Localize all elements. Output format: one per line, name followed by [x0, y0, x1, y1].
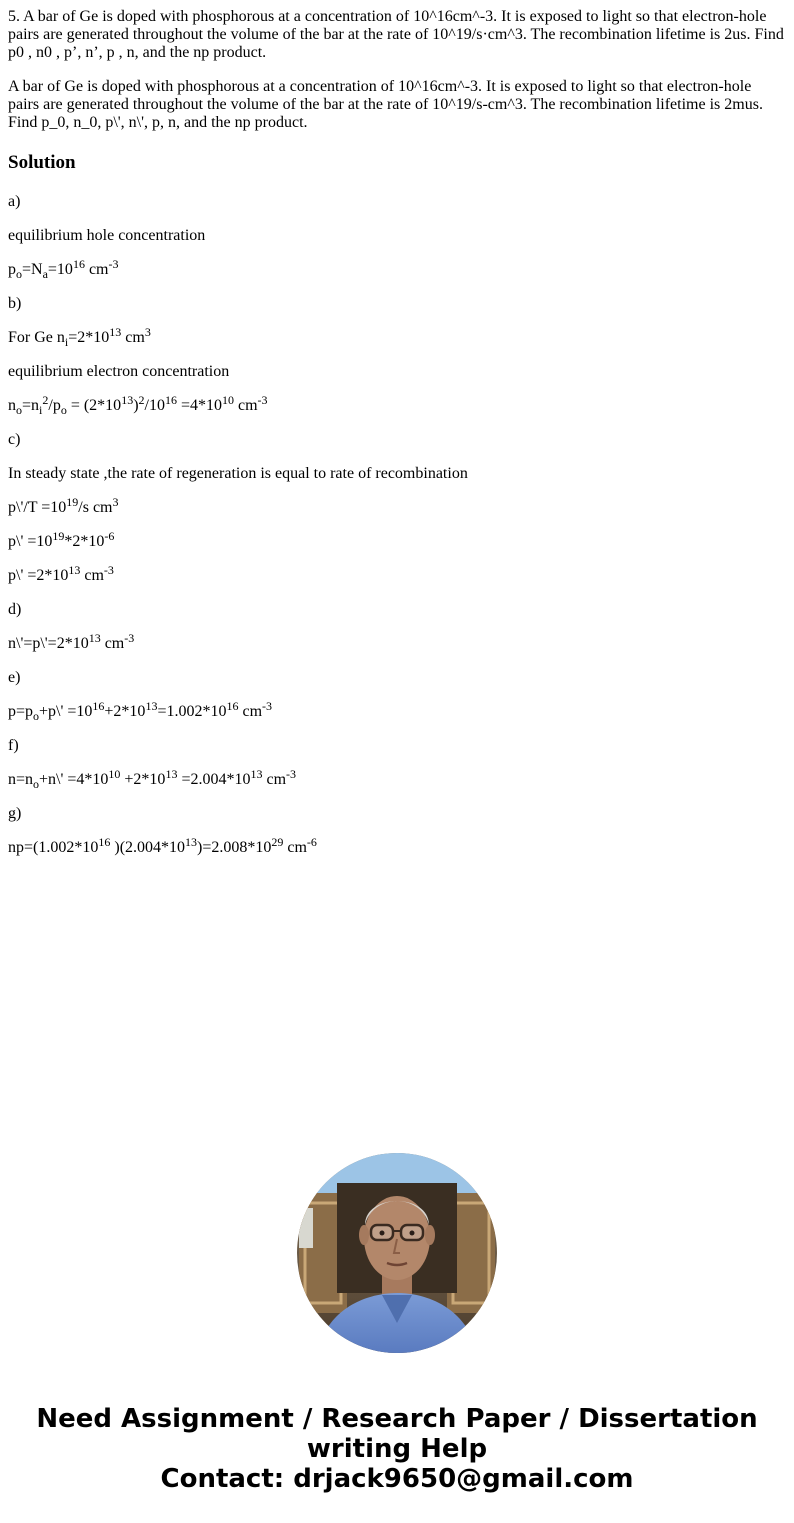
- part-c-equation-2: p\' $=10^{19}*2*10^{-6}$: [8, 529, 115, 550]
- part-b-description: equilibrium electron concentration: [8, 363, 230, 380]
- question-restated: A bar of Ge is doped with phosphorous at a concentration of 10^16cm^-3. It is exposed to light so that electron-hole pairs are generated throughout the volume of the bar at the rate of 10^19/s-cm^3. The recombination lifetime is 2mus. Find p_0, n_0, p\', n\', p, n, and the np product.: [8, 78, 763, 131]
- part-f-equation: $n=n_o+n\backslash' =4*10^{10} +2*10^{13} =2.004*10^{13}$ $cm^{-3}$: [8, 767, 297, 791]
- promo-footer: [0, 1404, 794, 1494]
- part-c-equation-1: p\'/T $=10^{19}/s$ $cm^3$: [8, 495, 119, 516]
- document-body: [8, 8, 786, 873]
- promo-line-1: Need Assignment / Research Paper / Dissertation: [36, 1404, 758, 1434]
- part-c-label: c): [8, 431, 21, 448]
- part-a-label: a): [8, 193, 21, 210]
- part-d-label: d): [8, 601, 22, 618]
- part-f-label: f): [8, 737, 19, 754]
- tutor-avatar: [297, 1153, 497, 1353]
- part-g-label: g): [8, 805, 22, 822]
- part-a-equation: $p_o=N_a=10^{16}$ $cm^{-3}$: [8, 257, 119, 281]
- part-e-label: e): [8, 669, 21, 686]
- promo-line-2: writing Help: [306, 1434, 488, 1464]
- part-b-intrinsic-concentration: For Ge $n_i=2*10^{13}$ $cm^3$: [8, 325, 151, 349]
- part-d-equation: $n\backslash'=p\backslash'=2*10^{13}$ $cm^{-3}$: [8, 631, 135, 652]
- question-original: 5. A bar of Ge is doped with phosphorous at a concentration of 10^16cm^-3. It is exposed to light so that electron-hole pairs are generated throughout the volume of the bar at the rate of 10^19/s·cm^3. The recombination lifetime is 2us. Find p0 , n0 , p’, n’, p , n, and the np product.: [8, 8, 784, 61]
- part-e-equation: $p=p_o+p\backslash' =10^{16}+2*10^{13}=1.002*10^{16}$ $cm^{-3}$: [8, 699, 273, 723]
- part-a-description: equilibrium hole concentration: [8, 227, 206, 244]
- part-c-description: In steady state ,the rate of regeneration is equal to rate of recombination: [8, 465, 468, 482]
- part-b-label: b): [8, 295, 22, 312]
- part-c-equation-3: p\' $=2*10^{13}$ $cm^{-3}$: [8, 563, 114, 584]
- promo-contact-line: Contact: drjack9650@gmail.com: [160, 1464, 634, 1494]
- part-b-equation: $n_o=n_i^2/p_o = (2*10^{13})^2/10^{16} =4*10^{10}$ $cm^{-3}$: [8, 393, 268, 417]
- part-g-equation: $np=(1.002*10^{16}$ )$(2.004*10^{13})=2.008*10^{29}$ $cm^{-6}$: [8, 835, 317, 856]
- tutor-portrait-illustration: [297, 1153, 497, 1353]
- solution-heading: Solution: [8, 152, 76, 173]
